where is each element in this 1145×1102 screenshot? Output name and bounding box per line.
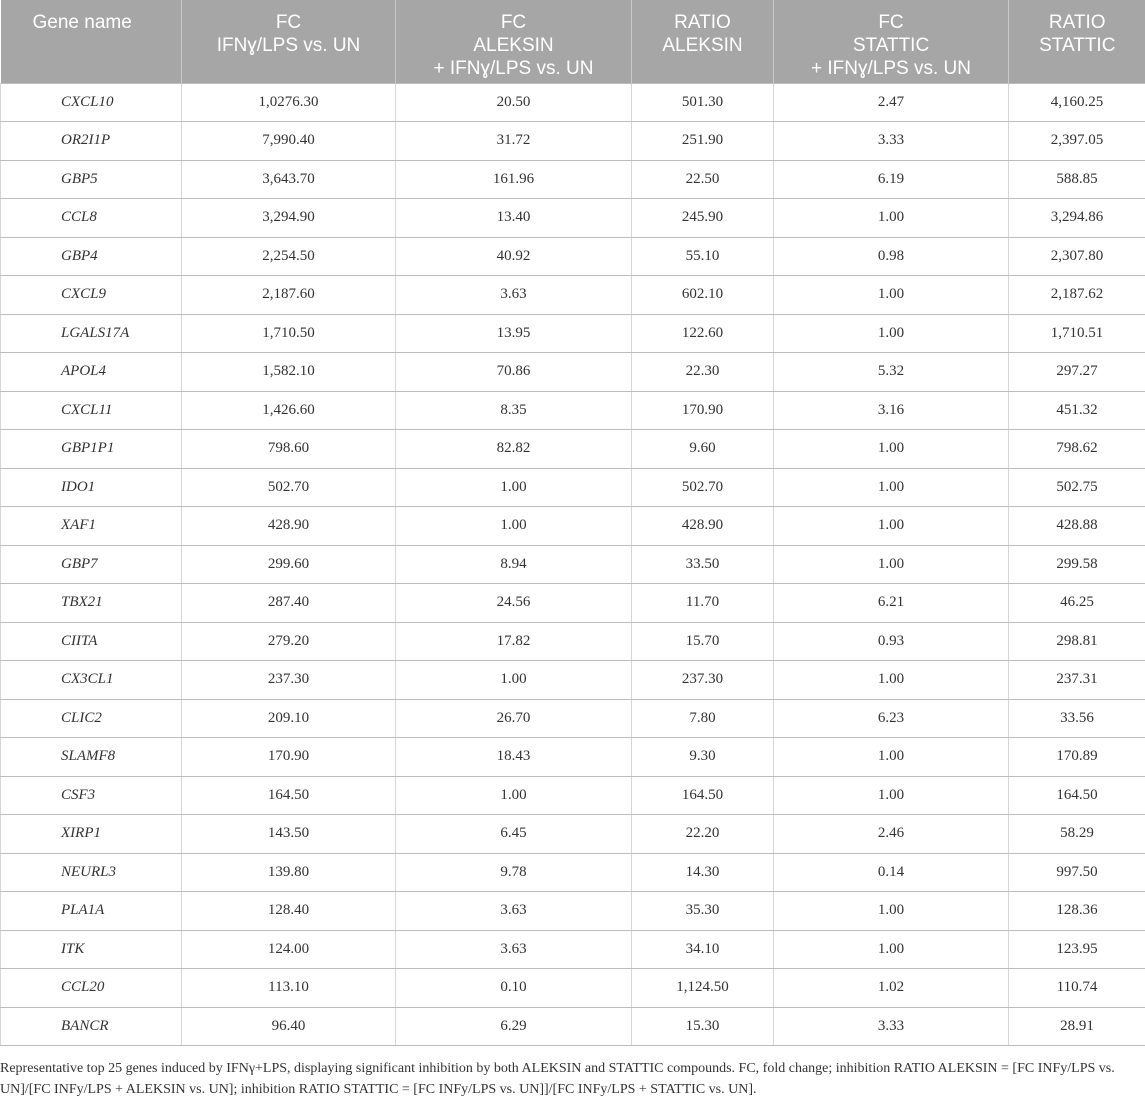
table-row — [1, 699, 1145, 738]
column-header-line: FC — [500, 12, 527, 33]
column-header-line: IFNɣ/LPS vs. UN — [216, 35, 361, 56]
value-cell: 0.93 — [774, 622, 1009, 661]
value-cell: 33.50 — [632, 545, 774, 584]
column-header-1 — [182, 0, 396, 83]
value-cell: 451.32 — [1009, 391, 1145, 430]
value-cell: 251.90 — [632, 122, 774, 161]
value-cell: 164.50 — [1009, 776, 1145, 815]
value-cell: 6.45 — [396, 815, 632, 854]
value-cell: 502.70 — [632, 468, 774, 507]
table-row — [1, 199, 1145, 238]
table-row — [1, 430, 1145, 469]
value-cell: 8.94 — [396, 545, 632, 584]
value-cell: 82.82 — [396, 430, 632, 469]
column-header-line: RATIO — [674, 12, 731, 33]
column-header-line: Gene name — [32, 12, 132, 33]
value-cell: 128.40 — [182, 892, 396, 931]
gene-name-cell: ITK — [1, 930, 182, 969]
value-cell: 15.30 — [632, 1007, 774, 1046]
value-cell: 170.90 — [632, 391, 774, 430]
column-header-0 — [1, 0, 182, 83]
gene-name-cell: GBP4 — [1, 237, 182, 276]
gene-name-cell: CXCL10 — [1, 83, 182, 122]
gene-name-cell: BANCR — [1, 1007, 182, 1046]
gene-name-cell: CIITA — [1, 622, 182, 661]
value-cell: 6.19 — [774, 160, 1009, 199]
value-cell: 31.72 — [396, 122, 632, 161]
column-header-line: ALEKSIN — [662, 35, 743, 56]
value-cell: 2.46 — [774, 815, 1009, 854]
gene-name-cell: CXCL11 — [1, 391, 182, 430]
value-cell: 34.10 — [632, 930, 774, 969]
table-row — [1, 314, 1145, 353]
value-cell: 237.31 — [1009, 661, 1145, 700]
value-cell: 287.40 — [182, 584, 396, 623]
value-cell: 8.35 — [396, 391, 632, 430]
value-cell: 35.30 — [632, 892, 774, 931]
value-cell: 245.90 — [632, 199, 774, 238]
value-cell: 602.10 — [632, 276, 774, 315]
table-caption: Representative top 25 genes induced by IFNγ+LPS, displaying significant inhibition by both ALEKSIN and STATTIC compounds. FC, fold change; inhibition RATIO ALEKSIN = [FC INFy/LPS vs. UN]/[FC INFy/LPS + ALEKSIN vs. UN]; inhibition RATIO STATTIC = [FC INFy/LPS vs. UN]]/[FC INFy/LPS + STATTIC vs. UN]. — [0, 1061, 1115, 1097]
gene-name-cell: CSF3 — [1, 776, 182, 815]
value-cell: 40.92 — [396, 237, 632, 276]
gene-name-cell: IDO1 — [1, 468, 182, 507]
value-cell: 997.50 — [1009, 853, 1145, 892]
gene-name-cell: GBP7 — [1, 545, 182, 584]
value-cell: 1.00 — [774, 468, 1009, 507]
value-cell: 1.02 — [774, 969, 1009, 1008]
gene-name-cell: CCL8 — [1, 199, 182, 238]
value-cell: 0.14 — [774, 853, 1009, 892]
value-cell: 14.30 — [632, 853, 774, 892]
column-header-line: RATIO — [1048, 12, 1106, 33]
value-cell: 237.30 — [182, 661, 396, 700]
value-cell: 3.16 — [774, 391, 1009, 430]
value-cell: 9.78 — [396, 853, 632, 892]
value-cell: 4,160.25 — [1009, 83, 1145, 122]
column-header-line: FC — [878, 12, 904, 33]
value-cell: 501.30 — [632, 83, 774, 122]
value-cell: 2,397.05 — [1009, 122, 1145, 161]
column-header-2 — [396, 0, 632, 83]
table-row — [1, 83, 1145, 122]
value-cell: 3,294.90 — [182, 199, 396, 238]
value-cell: 6.29 — [396, 1007, 632, 1046]
value-cell: 1.00 — [774, 199, 1009, 238]
value-cell: 18.43 — [396, 738, 632, 777]
table-row — [1, 584, 1145, 623]
value-cell: 588.85 — [1009, 160, 1145, 199]
table-row — [1, 776, 1145, 815]
value-cell: 1,710.51 — [1009, 314, 1145, 353]
value-cell: 428.90 — [182, 507, 396, 546]
value-cell: 5.32 — [774, 353, 1009, 392]
value-cell: 1.00 — [774, 314, 1009, 353]
value-cell: 279.20 — [182, 622, 396, 661]
table-row — [1, 507, 1145, 546]
value-cell: 1.00 — [774, 545, 1009, 584]
gene-name-cell: GBP1P1 — [1, 430, 182, 469]
value-cell: 143.50 — [182, 815, 396, 854]
table-body — [1, 83, 1145, 1046]
table-row — [1, 122, 1145, 161]
table-row — [1, 892, 1145, 931]
table-row — [1, 237, 1145, 276]
value-cell: 237.30 — [632, 661, 774, 700]
value-cell: 2,254.50 — [182, 237, 396, 276]
value-cell: 502.70 — [182, 468, 396, 507]
table-row — [1, 391, 1145, 430]
value-cell: 1.00 — [774, 276, 1009, 315]
gene-name-cell: CCL20 — [1, 969, 182, 1008]
value-cell: 9.30 — [632, 738, 774, 777]
column-header-line: STATTIC — [852, 35, 930, 56]
gene-name-cell: LGALS17A — [1, 314, 182, 353]
table-row — [1, 353, 1145, 392]
value-cell: 298.81 — [1009, 622, 1145, 661]
value-cell: 20.50 — [396, 83, 632, 122]
value-cell: 9.60 — [632, 430, 774, 469]
value-cell: 502.75 — [1009, 468, 1145, 507]
value-cell: 1.00 — [774, 430, 1009, 469]
table-row — [1, 622, 1145, 661]
value-cell: 122.60 — [632, 314, 774, 353]
value-cell: 3.33 — [774, 122, 1009, 161]
column-header-line: + IFNɣ/LPS vs. UN — [811, 58, 971, 79]
value-cell: 28.91 — [1009, 1007, 1145, 1046]
value-cell: 13.95 — [396, 314, 632, 353]
value-cell: 170.89 — [1009, 738, 1145, 777]
value-cell: 2,187.60 — [182, 276, 396, 315]
value-cell: 3.63 — [396, 276, 632, 315]
gene-name-cell: PLA1A — [1, 892, 182, 931]
value-cell: 123.95 — [1009, 930, 1145, 969]
value-cell: 58.29 — [1009, 815, 1145, 854]
gene-name-cell: OR2I1P — [1, 122, 182, 161]
column-header-4 — [774, 0, 1009, 83]
value-cell: 0.10 — [396, 969, 632, 1008]
value-cell: 1.00 — [774, 507, 1009, 546]
value-cell: 110.74 — [1009, 969, 1145, 1008]
value-cell: 2,307.80 — [1009, 237, 1145, 276]
value-cell: 1.00 — [774, 892, 1009, 931]
value-cell: 798.60 — [182, 430, 396, 469]
value-cell: 428.90 — [632, 507, 774, 546]
value-cell: 2.47 — [774, 83, 1009, 122]
table-row — [1, 853, 1145, 892]
value-cell: 1.00 — [774, 738, 1009, 777]
value-cell: 33.56 — [1009, 699, 1145, 738]
gene-name-cell: SLAMF8 — [1, 738, 182, 777]
value-cell: 3.63 — [396, 892, 632, 931]
gene-name-cell: NEURL3 — [1, 853, 182, 892]
value-cell: 1.00 — [396, 468, 632, 507]
value-cell: 209.10 — [182, 699, 396, 738]
value-cell: 1.00 — [396, 776, 632, 815]
value-cell: 13.40 — [396, 199, 632, 238]
column-header-line: FC — [275, 12, 302, 33]
value-cell: 55.10 — [632, 237, 774, 276]
value-cell: 6.21 — [774, 584, 1009, 623]
value-cell: 6.23 — [774, 699, 1009, 738]
column-header-line: ALEKSIN — [473, 35, 554, 56]
value-cell: 297.27 — [1009, 353, 1145, 392]
value-cell: 11.70 — [632, 584, 774, 623]
value-cell: 1,0276.30 — [182, 83, 396, 122]
gene-name-cell: XIRP1 — [1, 815, 182, 854]
gene-name-cell: CXCL9 — [1, 276, 182, 315]
table-row — [1, 661, 1145, 700]
value-cell: 1,426.60 — [182, 391, 396, 430]
column-header-line: STATTIC — [1039, 35, 1116, 56]
column-header-3 — [632, 0, 774, 83]
value-cell: 7,990.40 — [182, 122, 396, 161]
value-cell: 1.00 — [774, 661, 1009, 700]
value-cell: 0.98 — [774, 237, 1009, 276]
value-cell: 299.60 — [182, 545, 396, 584]
gene-name-cell: XAF1 — [1, 507, 182, 546]
table-row — [1, 276, 1145, 315]
gene-name-cell: APOL4 — [1, 353, 182, 392]
value-cell: 1,710.50 — [182, 314, 396, 353]
value-cell: 7.80 — [632, 699, 774, 738]
table-row — [1, 969, 1145, 1008]
table-header — [1, 0, 1145, 83]
value-cell: 1.00 — [774, 930, 1009, 969]
value-cell: 1.00 — [396, 661, 632, 700]
value-cell: 1,124.50 — [632, 969, 774, 1008]
value-cell: 164.50 — [182, 776, 396, 815]
value-cell: 3,643.70 — [182, 160, 396, 199]
value-cell: 22.30 — [632, 353, 774, 392]
value-cell: 1.00 — [396, 507, 632, 546]
value-cell: 161.96 — [396, 160, 632, 199]
value-cell: 15.70 — [632, 622, 774, 661]
value-cell: 2,187.62 — [1009, 276, 1145, 315]
value-cell: 3.33 — [774, 1007, 1009, 1046]
table-row — [1, 468, 1145, 507]
value-cell: 22.20 — [632, 815, 774, 854]
gene-name-cell: CX3CL1 — [1, 661, 182, 700]
value-cell: 26.70 — [396, 699, 632, 738]
value-cell: 24.56 — [396, 584, 632, 623]
value-cell: 3.63 — [396, 930, 632, 969]
table-row — [1, 738, 1145, 777]
gene-name-cell: CLIC2 — [1, 699, 182, 738]
value-cell: 46.25 — [1009, 584, 1145, 623]
value-cell: 124.00 — [182, 930, 396, 969]
value-cell: 428.88 — [1009, 507, 1145, 546]
table-row — [1, 815, 1145, 854]
table-row — [1, 160, 1145, 199]
value-cell: 96.40 — [182, 1007, 396, 1046]
column-header-5 — [1009, 0, 1145, 83]
gene-name-cell: GBP5 — [1, 160, 182, 199]
value-cell: 299.58 — [1009, 545, 1145, 584]
table-row — [1, 930, 1145, 969]
value-cell: 113.10 — [182, 969, 396, 1008]
value-cell: 17.82 — [396, 622, 632, 661]
table-row — [1, 545, 1145, 584]
value-cell: 3,294.86 — [1009, 199, 1145, 238]
value-cell: 22.50 — [632, 160, 774, 199]
value-cell: 1,582.10 — [182, 353, 396, 392]
value-cell: 798.62 — [1009, 430, 1145, 469]
value-cell: 164.50 — [632, 776, 774, 815]
table-row — [1, 1007, 1145, 1046]
value-cell: 128.36 — [1009, 892, 1145, 931]
gene-name-cell: TBX21 — [1, 584, 182, 623]
column-header-line: + IFNɣ/LPS vs. UN — [433, 58, 594, 79]
header-row — [1, 0, 1145, 83]
value-cell: 70.86 — [396, 353, 632, 392]
value-cell: 170.90 — [182, 738, 396, 777]
value-cell: 139.80 — [182, 853, 396, 892]
value-cell: 1.00 — [774, 776, 1009, 815]
